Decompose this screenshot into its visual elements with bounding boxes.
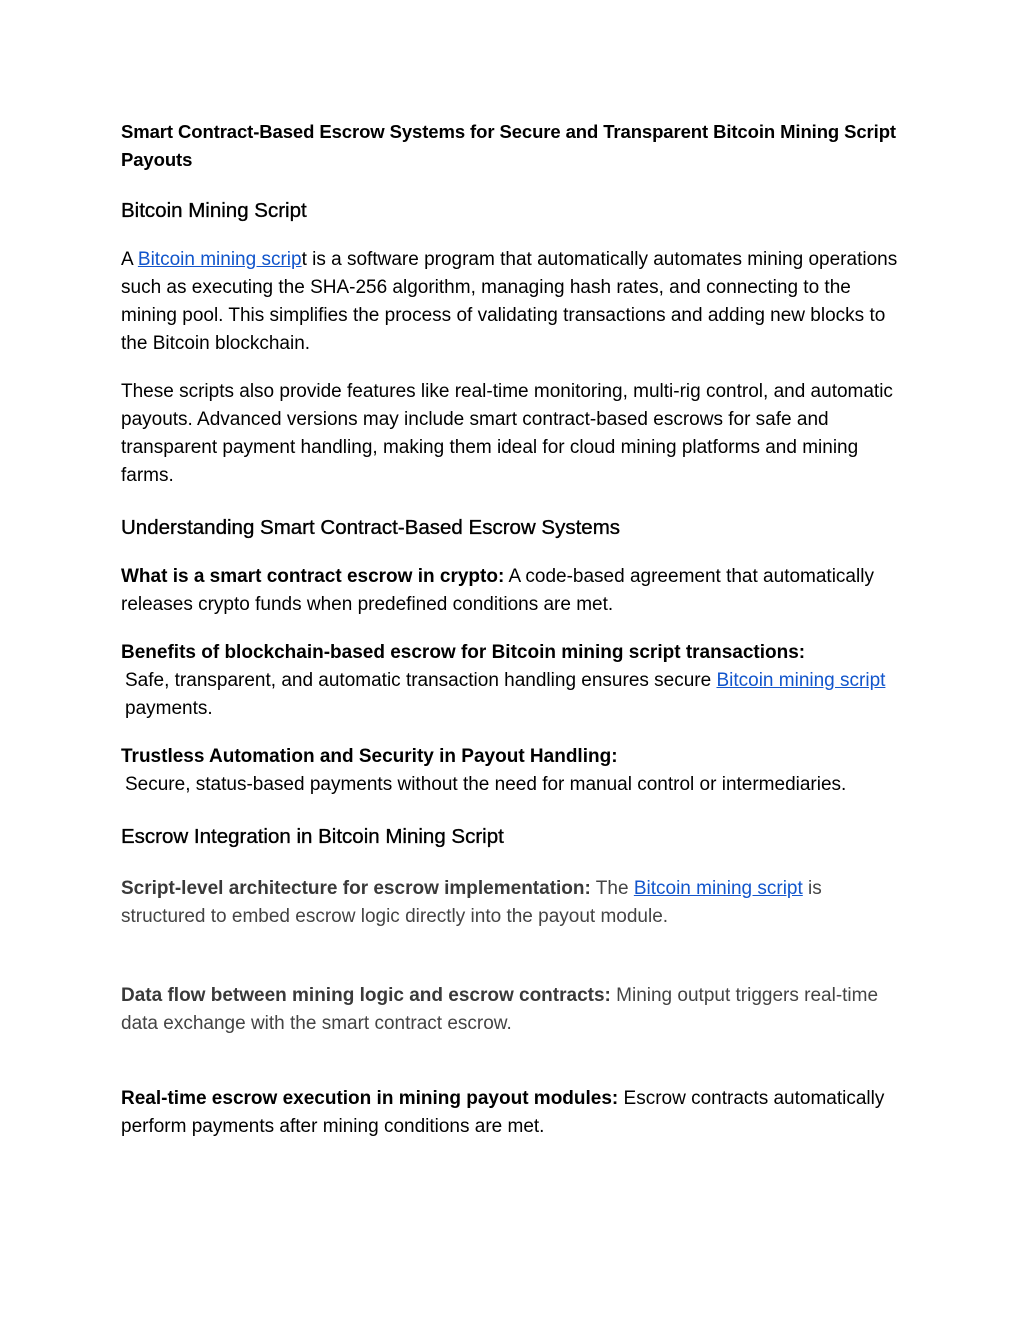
bitcoin-mining-script-link-2[interactable]: Bitcoin mining script <box>716 670 886 691</box>
section-heading-understanding-escrow: Understanding Smart Contract-Based Escrow Systems <box>121 516 621 539</box>
data-flow-label: Data flow between mining logic and escrow contracts: <box>121 985 611 1006</box>
realtime-execution-text: Escrow contracts automatically perform payments after mining conditions are met. <box>121 1088 885 1137</box>
intro-rest: t is a software program that automatically automates mining operations such as executing the SHA-256 algorithm, managing hash rates, and connecting to the mining pool. This simplifies the process of validating transactions and adding new blocks to the Bitcoin blockchain. <box>121 249 898 354</box>
bitcoin-mining-script-link-3[interactable]: Bitcoin mining script <box>633 878 803 899</box>
intro-paragraph <box>121 246 911 358</box>
intro-prefix: A <box>121 249 138 270</box>
escrow-benefits-text-end: payments. <box>125 698 213 719</box>
features-paragraph: These scripts also provide features like real-time monitoring, multi-rig control, and automatic payouts. Advanced versions may include smart contract-based escrows for safe and transparent payment handling, making them ideal for cloud mining platforms and mining farms. <box>121 381 893 486</box>
trustless-automation-label: Trustless Automation and Security in Payout Handling: <box>121 746 618 767</box>
data-flow-text: Mining output triggers real-time data exchange with the smart contract escrow. <box>121 985 879 1034</box>
section-heading-escrow-integration: Escrow Integration in Bitcoin Mining Script <box>121 825 504 848</box>
escrow-definition-label: What is a smart contract escrow in crypto: <box>121 566 505 587</box>
bitcoin-mining-script-link[interactable]: Bitcoin mining scrip <box>137 249 302 270</box>
escrow-definition-text: A code-based agreement that automatically releases crypto funds when predefined conditions are met. <box>121 566 874 615</box>
script-architecture-text: The <box>590 878 634 899</box>
script-architecture-label: Script-level architecture for escrow implementation: <box>121 878 591 899</box>
escrow-benefits-label: Benefits of blockchain-based escrow for Bitcoin mining script transactions: <box>121 642 806 663</box>
script-architecture-text-end: is structured to embed escrow logic directly into the payout module. <box>121 878 822 927</box>
realtime-execution-item <box>121 1085 911 1141</box>
escrow-definition-item <box>121 563 911 619</box>
document-page <box>121 118 911 1141</box>
section-heading-bitcoin-mining-script: Bitcoin Mining Script <box>121 199 307 222</box>
escrow-benefits-item <box>121 639 911 723</box>
realtime-execution-label: Real-time escrow execution in mining payout modules: <box>121 1088 619 1109</box>
escrow-benefits-body <box>121 667 911 723</box>
data-flow-item <box>121 982 911 1038</box>
script-architecture-item <box>121 875 911 931</box>
document-title: Smart Contract-Based Escrow Systems for Secure and Transparent Bitcoin Mining Script Payouts <box>121 121 896 170</box>
trustless-automation-item <box>121 743 911 799</box>
trustless-automation-text: Secure, status-based payments without the need for manual control or intermediaries. <box>125 774 847 795</box>
escrow-benefits-text: Safe, transparent, and automatic transaction handling ensures secure <box>125 670 717 691</box>
